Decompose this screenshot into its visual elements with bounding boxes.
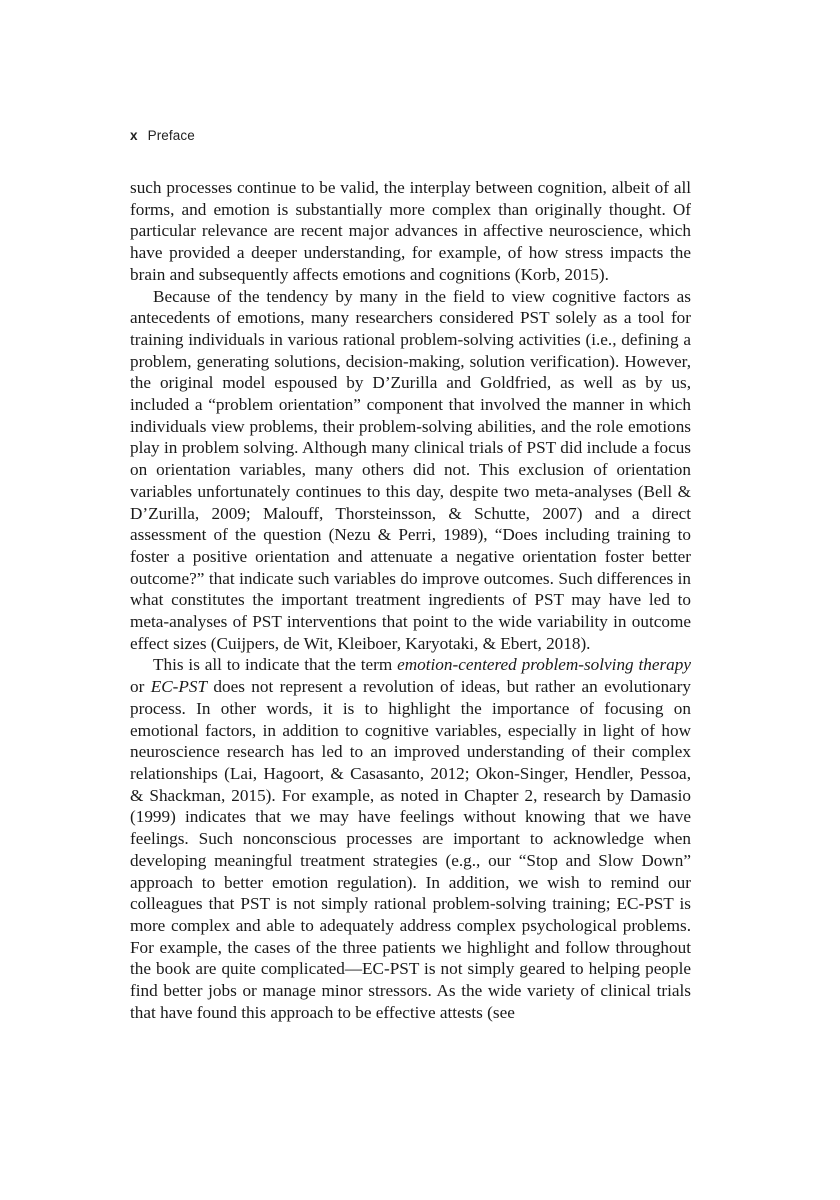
italic-term: emotion-centered problem-solving therapy: [397, 655, 691, 675]
text-segment: does not represent a revolution of ideas, but rather an evolutionary process. In other words, it is to highlight the importance of focusing on emotional factors, in addition to cognitive variables, especially in light of how neuroscience research has led to an improved understanding of their complex relationships (Lai, Hagoort, & Casasanto, 2012; Okon-Singer, Hendler, Pessoa, & Shackman, 2015). For example, as noted in Chapter 2, research by Damasio (1999) indicates that we may have feelings without knowing that we have feelings. Such nonconscious processes are important to acknowledge when developing meaningful treatment strategies (e.g., our “Stop and Slow Down” approach to better emotion regulation). In addition, we wish to remind our colleagues that PST is not simply rational problem-solving training; EC-PST is more complex and able to adequately address complex psychological problems. For example, the cases of the three patients we highlight and follow throughout the book are quite complicated—EC-PST is not simply geared to helping people find better jobs or manage minor stressors. As the wide variety of clinical trials that have found this approach to be effective attests (see: [130, 677, 691, 1022]
running-head: [130, 128, 195, 143]
paragraph-2: [130, 286, 691, 655]
section-title: Preface: [147, 128, 195, 143]
text-segment: This is all to indicate that the term: [153, 655, 398, 675]
text-segment: such processes continue to be valid, the interplay between cognition, albeit of all forms, and emotion is substantially more complex than originally thought. Of particular relevance are recent major advances in affective neuroscience, which have provided a deeper understanding, for example, of how stress impacts the brain and subsequently affects emotions and cognitions (Korb, 2015).: [130, 178, 691, 284]
body-text: [130, 177, 691, 1023]
italic-term: EC-PST: [150, 677, 208, 697]
page-number: x: [130, 128, 138, 143]
paragraph-1: [130, 177, 691, 286]
text-segment: Because of the tendency by many in the field to view cognitive factors as antecedents of emotions, many researchers considered PST solely as a tool for training individuals in various rational problem-solving activities (i.e., defining a problem, generating solutions, decision-making, solution verification). However, the original model espoused by D’Zurilla and Goldfried, as well as by us, included a “problem orientation” component that involved the manner in which individuals view problems, their problem-solving abilities, and the role emotions play in problem solving. Although many clinical trials of PST did include a focus on orientation variables, many others did not. This exclusion of orientation variables unfortunately continues to this day, despite two meta-analyses (Bell & D’Zurilla, 2009; Malouff, Thorsteinsson, & Schutte, 2007) and a direct assessment of the question (Nezu & Perri, 1989), “Does including training to foster a positive orientation and attenuate a negative orientation foster better outcome?” that indicate such variables do improve outcomes. Such differences in what constitutes the important treatment ingredients of PST may have led to meta-analyses of PST interventions that point to the wide variability in outcome effect sizes (Cuijpers, de Wit, Kleiboer, Karyotaki, & Ebert, 2018).: [130, 286, 691, 653]
text-segment: or: [130, 677, 151, 697]
paragraph-3: [130, 654, 691, 1023]
